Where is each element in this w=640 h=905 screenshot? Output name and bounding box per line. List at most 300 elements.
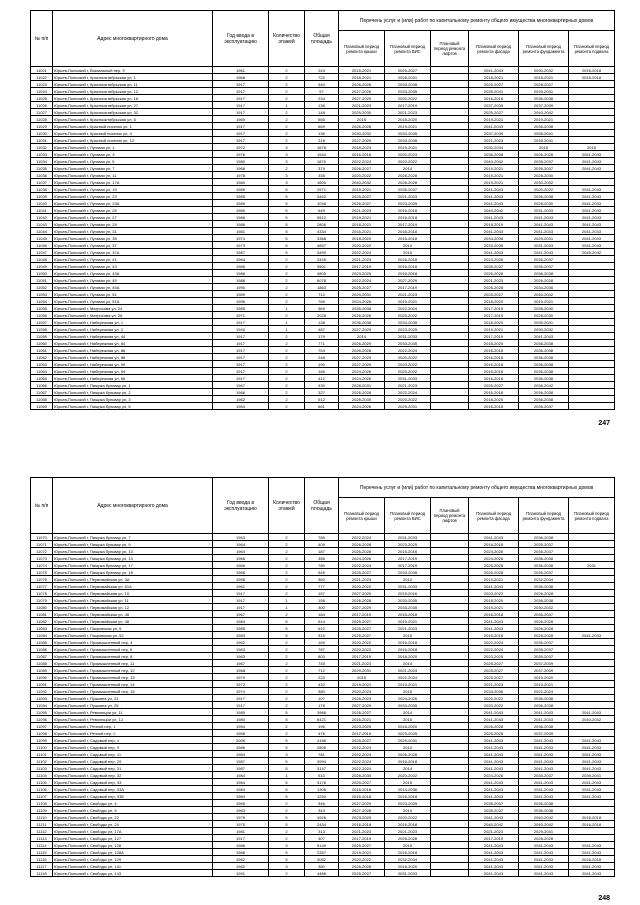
foundation-period-cell: 2036-2038 — [519, 597, 569, 604]
lift-period-cell — [431, 772, 469, 779]
lift-period-cell — [431, 305, 469, 312]
lift-period-cell — [431, 200, 469, 207]
basement-period-cell — [569, 172, 615, 179]
year-built-cell: 1969 — [213, 116, 269, 123]
total-area-cell: 612 — [305, 396, 339, 403]
floors-cell: 2 — [269, 165, 305, 172]
address-cell: Юрьев-Польский г, Пищика бульвар ул, 17 — [53, 562, 213, 569]
total-area-cell: 307 — [305, 835, 339, 842]
row-number-cell: 11026 — [31, 102, 53, 109]
roof-period-cell: 2022-2024 — [339, 751, 385, 758]
vis-period-cell: 2022-2024 — [385, 674, 431, 681]
vis-period-cell: 2021-2023 — [385, 828, 431, 835]
facade-period-cell: 2018-2020 — [469, 340, 519, 347]
year-built-cell: 1987 — [213, 758, 269, 765]
facade-period-cell: 2018-2020 — [469, 319, 519, 326]
col-header-facade: Плановый период ремонта фасада — [469, 31, 519, 67]
table-row — [31, 312, 615, 319]
facade-period-cell: 2035-2037 — [469, 263, 519, 270]
lift-period-cell — [431, 130, 469, 137]
foundation-period-cell: 2028-2030 — [519, 172, 569, 179]
floors-cell: 5 — [269, 632, 305, 639]
basement-period-cell — [569, 639, 615, 646]
address-cell: Юрьев-Польский г, Красный поселок ул, 1 — [53, 123, 213, 130]
floors-cell: 5 — [269, 814, 305, 821]
vis-period-cell: 2016-2018 — [385, 256, 431, 263]
facade-period-cell: 2016-2018 — [469, 541, 519, 548]
total-area-cell: 243 — [305, 67, 339, 74]
vis-period-cell: 2031-2033 — [385, 870, 431, 877]
row-number-cell: 11111 — [31, 821, 53, 828]
row-number-cell: 11092 — [31, 688, 53, 695]
row-number-cell: 11089 — [31, 667, 53, 674]
floors-cell: 2 — [269, 123, 305, 130]
address-cell: Юрьев-Польский г, Пищика бульвар ул, 3 — [53, 396, 213, 403]
basement-period-cell: 2040-2042 — [569, 716, 615, 723]
roof-period-cell: 2022-2024 — [339, 158, 385, 165]
table-row — [31, 235, 615, 242]
address-cell: Юрьев-Польский г, Луговая ул, 45А — [53, 284, 213, 291]
lift-period-cell — [431, 193, 469, 200]
table-row — [31, 842, 615, 849]
address-cell: Юрьев-Польский г, Свободы ул, 127 — [53, 835, 213, 842]
row-number-cell: 11113 — [31, 835, 53, 842]
year-built-cell: 1971 — [213, 312, 269, 319]
vis-period-cell: 2016-2018 — [385, 611, 431, 618]
floors-cell: 2 — [269, 256, 305, 263]
year-built-cell: 1984 — [213, 786, 269, 793]
col-header-address: Адрес многоквартирного дома — [53, 478, 213, 534]
row-number-cell: 11079 — [31, 597, 53, 604]
foundation-period-cell: 2041-2043 — [519, 737, 569, 744]
row-number-cell: 11090 — [31, 674, 53, 681]
lift-period-cell — [431, 800, 469, 807]
row-number-cell: 11081 — [31, 611, 53, 618]
basement-period-cell — [569, 130, 615, 137]
floors-cell: 5 — [269, 793, 305, 800]
floors-cell: 2 — [269, 389, 305, 396]
foundation-period-cell: 2019-2021 — [519, 116, 569, 123]
total-area-cell: 166 — [305, 368, 339, 375]
table-row — [31, 611, 615, 618]
floors-cell: 5 — [269, 849, 305, 856]
vis-period-cell: 2033-2035 — [385, 597, 431, 604]
table-row — [31, 67, 615, 74]
lift-period-cell — [431, 702, 469, 709]
basement-period-cell — [569, 702, 615, 709]
vis-period-cell: 2016-2018 — [385, 758, 431, 765]
vis-period-cell: 2019-2021 — [385, 618, 431, 625]
foundation-period-cell: 2034-2036 — [519, 284, 569, 291]
total-area-cell: 157 — [305, 590, 339, 597]
table-row — [31, 625, 615, 632]
foundation-period-cell: 2036-2038 — [519, 361, 569, 368]
lift-period-cell — [431, 625, 469, 632]
lift-period-cell — [431, 709, 469, 716]
row-number-cell: 11102 — [31, 758, 53, 765]
document-page-248 — [0, 453, 640, 905]
table-row — [31, 870, 615, 877]
floors-cell: 2 — [269, 562, 305, 569]
table-row — [31, 576, 615, 583]
foundation-period-cell: 2036-2038 — [519, 95, 569, 102]
basement-period-cell — [569, 305, 615, 312]
facade-period-cell: 2016-2018 — [469, 368, 519, 375]
total-area-cell: 754 — [305, 347, 339, 354]
address-cell: Юрьев-Польский г, Луговая ул, 35 — [53, 235, 213, 242]
lift-period-cell — [431, 102, 469, 109]
floors-cell: 2 — [269, 807, 305, 814]
lift-period-cell — [431, 618, 469, 625]
foundation-period-cell: 2029-2031 — [519, 828, 569, 835]
lift-period-cell — [431, 828, 469, 835]
foundation-period-cell: 2028-2030 — [519, 200, 569, 207]
year-built-cell: 1980 — [213, 716, 269, 723]
basement-period-cell: 2016-2018 — [569, 814, 615, 821]
address-cell: Юрьев-Польский г, Свободы ул, 4 — [53, 800, 213, 807]
facade-period-cell: 2041-2043 — [469, 737, 519, 744]
floors-cell: 2 — [269, 67, 305, 74]
row-number-cell: 11114 — [31, 842, 53, 849]
foundation-period-cell: 2037-2039 — [519, 102, 569, 109]
address-cell: Юрьев-Польский г, Луговая ул, 43А — [53, 270, 213, 277]
address-cell: Юрьев-Польский г, Луговая ул, 37 — [53, 242, 213, 249]
col-header-area: Общая площадь — [305, 478, 339, 534]
roof-period-cell: 2029-2031 — [339, 291, 385, 298]
vis-period-cell: 2016-2018 — [385, 214, 431, 221]
facade-period-cell: 2025-2027 — [469, 667, 519, 674]
total-area-cell: 313 — [305, 828, 339, 835]
basement-period-cell: 2041-2043 — [569, 193, 615, 200]
address-cell: Юрьев-Польский г, Покровская ул, 5 — [53, 625, 213, 632]
total-area-cell: 343 — [305, 807, 339, 814]
vis-period-cell: 2016-2018 — [385, 793, 431, 800]
floors-cell: 5 — [269, 744, 305, 751]
roof-period-cell: 2020-2022 — [339, 242, 385, 249]
lift-period-cell — [431, 814, 469, 821]
floors-cell: 2 — [269, 333, 305, 340]
floors-cell: 5 — [269, 716, 305, 723]
total-area-cell: 3452 — [305, 193, 339, 200]
lift-period-cell — [431, 396, 469, 403]
basement-period-cell — [569, 95, 615, 102]
address-cell: Юрьев-Польский г, Промышленный пер, 15 — [53, 688, 213, 695]
row-number-cell: 11039 — [31, 193, 53, 200]
total-area-cell: 136 — [305, 102, 339, 109]
col-header-vis: Плановый период ремонта ВИС — [385, 31, 431, 67]
basement-period-cell — [569, 179, 615, 186]
foundation-period-cell: 2037-2039 — [519, 667, 569, 674]
lift-period-cell — [431, 562, 469, 569]
total-area-cell: 4486 — [305, 870, 339, 877]
total-area-cell: 666 — [305, 116, 339, 123]
total-area-cell: 1306 — [305, 786, 339, 793]
row-number-cell: 11048 — [31, 256, 53, 263]
year-built-cell: 1986 — [213, 270, 269, 277]
address-cell: Юрьев-Польский г, Покровская ул, 52 — [53, 632, 213, 639]
total-area-cell: 771 — [305, 340, 339, 347]
vis-period-cell: 2015 — [385, 716, 431, 723]
facade-period-cell: 2021-2023 — [469, 828, 519, 835]
table-row — [31, 319, 615, 326]
vis-period-cell: 2029-2031 — [385, 403, 431, 410]
roof-period-cell: 2016-2021 — [339, 716, 385, 723]
lift-period-cell — [431, 611, 469, 618]
facade-period-cell: 2026-2028 — [469, 270, 519, 277]
roof-period-cell: 2016-2018 — [339, 793, 385, 800]
facade-period-cell: 2026-2028 — [469, 569, 519, 576]
year-built-cell: 1981 — [213, 228, 269, 235]
basement-period-cell: 2039-2041 — [569, 772, 615, 779]
facade-period-cell: 2041-2043 — [469, 214, 519, 221]
total-area-cell: 765 — [305, 298, 339, 305]
row-number-cell: 11067 — [31, 389, 53, 396]
lift-period-cell — [431, 688, 469, 695]
foundation-period-cell: 2041-2043 — [519, 744, 569, 751]
table-row — [31, 389, 615, 396]
floors-cell: 5 — [269, 249, 305, 256]
row-number-cell: 11076 — [31, 576, 53, 583]
address-cell: Юрьев-Польский г, Луговая ул, 19 — [53, 186, 213, 193]
lift-period-cell — [431, 849, 469, 856]
year-built-cell: 1963 — [213, 807, 269, 814]
address-cell: Юрьев-Польский г, Краснооктябрьская ул, 11 — [53, 81, 213, 88]
roof-period-cell: 2021-2023 — [339, 207, 385, 214]
lift-period-cell — [431, 821, 469, 828]
total-area-cell: 612 — [305, 625, 339, 632]
year-built-cell: 1989 — [213, 200, 269, 207]
year-built-cell: 1984 — [213, 772, 269, 779]
total-area-cell: 409 — [305, 541, 339, 548]
row-number-cell: 11100 — [31, 744, 53, 751]
basement-period-cell — [569, 660, 615, 667]
table-body — [31, 67, 615, 410]
year-built-cell: 1917 — [213, 333, 269, 340]
vis-period-cell: 2015 — [385, 632, 431, 639]
total-area-cell: 669 — [305, 123, 339, 130]
foundation-period-cell: 2036-2038 — [519, 583, 569, 590]
vis-period-cell: 2021-2023 — [385, 193, 431, 200]
table-row — [31, 590, 615, 597]
floors-cell: 2 — [269, 646, 305, 653]
address-cell: Юрьев-Польский г, Пищика бульвар ул, 10 — [53, 548, 213, 555]
address-cell: Юрьев-Польский г, Садовый пер, 29 — [53, 758, 213, 765]
lift-period-cell — [431, 604, 469, 611]
vis-period-cell: 2026-2028 — [385, 172, 431, 179]
roof-period-cell: 2025-2027 — [339, 737, 385, 744]
year-built-cell: 1984 — [213, 751, 269, 758]
row-number-cell: 11044 — [31, 228, 53, 235]
lift-period-cell — [431, 375, 469, 382]
facade-period-cell: 2041-2043 — [469, 786, 519, 793]
total-area-cell: 327 — [305, 389, 339, 396]
year-built-cell: 1988 — [213, 849, 269, 856]
row-number-cell: 11068 — [31, 396, 53, 403]
vis-period-cell: 2033-2035 — [385, 702, 431, 709]
vis-period-cell: 2028-2031 — [385, 74, 431, 81]
roof-period-cell: 2017-2019 — [339, 263, 385, 270]
lift-period-cell — [431, 74, 469, 81]
foundation-period-cell: 2030-2032 — [519, 67, 569, 74]
year-built-cell: 1967 — [213, 660, 269, 667]
table-row — [31, 221, 615, 228]
lift-period-cell — [431, 674, 469, 681]
foundation-period-cell: 2041-2043 — [519, 786, 569, 793]
roof-period-cell: 2027-2028 — [339, 807, 385, 814]
roof-period-cell: 2020-2022 — [339, 172, 385, 179]
row-number-cell: 11057 — [31, 319, 53, 326]
foundation-period-cell: 2041-2043 — [519, 856, 569, 863]
table-row — [31, 744, 615, 751]
basement-period-cell — [569, 597, 615, 604]
table-row — [31, 256, 615, 263]
floors-cell: 2 — [269, 667, 305, 674]
year-built-cell: 1917 — [213, 340, 269, 347]
basement-period-cell — [569, 123, 615, 130]
vis-period-cell: 2021-2023 — [385, 667, 431, 674]
foundation-period-cell: 2035-2037 — [519, 403, 569, 410]
floors-cell: 3 — [269, 179, 305, 186]
address-cell: Юрьев-Польский г, Луговая ул, 1 — [53, 144, 213, 151]
table-row — [31, 534, 615, 541]
address-cell: Юрьев-Польский г, Краснооктябрьская ул, 16 — [53, 95, 213, 102]
vis-period-cell: 2021-2023 — [385, 109, 431, 116]
foundation-period-cell: 2019-2020 — [519, 674, 569, 681]
lift-period-cell — [431, 340, 469, 347]
foundation-period-cell: 2035-2037 — [519, 646, 569, 653]
total-area-cell: 234 — [305, 95, 339, 102]
facade-period-cell: 2026-2028 — [469, 284, 519, 291]
table-row — [31, 709, 615, 716]
address-cell: Юрьев-Польский г, Речной пер, 2 — [53, 730, 213, 737]
total-area-cell: 476 — [305, 730, 339, 737]
foundation-period-cell: 2026-2028 — [519, 835, 569, 842]
foundation-period-cell: 2041-2043 — [519, 228, 569, 235]
lift-period-cell — [431, 534, 469, 541]
facade-period-cell: 2037-2039 — [469, 130, 519, 137]
row-number-cell: 11029 — [31, 123, 53, 130]
facade-period-cell: 2041-2043 — [469, 200, 519, 207]
foundation-period-cell: 2041-2043 — [519, 758, 569, 765]
floors-cell: 2 — [269, 674, 305, 681]
vis-period-cell: 2014 — [385, 660, 431, 667]
address-cell: Юрьев-Польский г, Пищика бульвар ул, 7 — [53, 534, 213, 541]
row-number-cell: 11022 — [31, 74, 53, 81]
register-table — [30, 477, 615, 877]
foundation-period-cell: 2036-2038 — [519, 389, 569, 396]
foundation-period-cell: 2036-2038 — [519, 807, 569, 814]
roof-period-cell: 2020-2022 — [339, 639, 385, 646]
vis-period-cell: 2019-2021 — [385, 681, 431, 688]
year-built-cell: 1917 — [213, 702, 269, 709]
year-built-cell: 1917 — [213, 604, 269, 611]
facade-period-cell: 2016-2018 — [469, 354, 519, 361]
lift-period-cell — [431, 172, 469, 179]
row-number-cell: 11032 — [31, 144, 53, 151]
lift-period-cell — [431, 737, 469, 744]
basement-period-cell — [569, 667, 615, 674]
year-built-cell: 1917 — [213, 319, 269, 326]
floors-cell: 2 — [269, 375, 305, 382]
basement-period-cell: 2016-2018 — [569, 856, 615, 863]
total-area-cell: 356 — [305, 555, 339, 562]
year-built-cell: 1963 — [213, 653, 269, 660]
year-built-cell: 1917 — [213, 368, 269, 375]
table-row — [31, 730, 615, 737]
address-cell: Юрьев-Польский г, Свободы ул, 128А — [53, 849, 213, 856]
row-number-cell: 11054 — [31, 298, 53, 305]
lift-period-cell — [431, 786, 469, 793]
floors-cell: 2 — [269, 541, 305, 548]
floors-cell: 2 — [269, 534, 305, 541]
facade-period-cell: 2018-2020 — [469, 396, 519, 403]
foundation-period-cell: 2030-2032 — [519, 326, 569, 333]
roof-period-cell: 2024-2026 — [339, 375, 385, 382]
row-number-cell: 11070 — [31, 534, 53, 541]
lift-period-cell — [431, 214, 469, 221]
foundation-period-cell: 2035-2037 — [519, 541, 569, 548]
year-built-cell: 1982 — [213, 856, 269, 863]
floors-cell: 3 — [269, 172, 305, 179]
vis-period-cell: 2035-2037 — [385, 186, 431, 193]
year-built-cell: 2006 — [213, 737, 269, 744]
table-row — [31, 765, 615, 772]
foundation-period-cell: 2036-2038 — [519, 695, 569, 702]
total-area-cell: 546 — [305, 800, 339, 807]
lift-period-cell — [431, 639, 469, 646]
foundation-period-cell: 2029-2031 — [519, 235, 569, 242]
row-number-cell: 11041 — [31, 207, 53, 214]
basement-period-cell — [569, 361, 615, 368]
total-area-cell: 4334 — [305, 228, 339, 235]
total-area-cell: 5149 — [305, 842, 339, 849]
basement-period-cell — [569, 375, 615, 382]
address-cell: Юрьев-Польский г, Пищика бульвар ул, 18 — [53, 569, 213, 576]
vis-period-cell: 2020-2022 — [385, 312, 431, 319]
year-built-cell: 1983 — [213, 632, 269, 639]
floors-cell: 2 — [269, 368, 305, 375]
table-row — [31, 137, 615, 144]
vis-period-cell: 2027-2029 — [385, 277, 431, 284]
total-area-cell: 158 — [305, 597, 339, 604]
basement-period-cell: 2041-2043 — [569, 200, 615, 207]
row-number-cell: 11058 — [31, 326, 53, 333]
facade-period-cell: 2025-2027 — [469, 81, 519, 88]
vis-period-cell: 2031-2033 — [385, 534, 431, 541]
table-row — [31, 723, 615, 730]
year-built-cell: 1987 — [213, 249, 269, 256]
basement-period-cell: 2041-2043 — [569, 751, 615, 758]
year-built-cell: 1966 — [213, 389, 269, 396]
table-row — [31, 144, 615, 151]
roof-period-cell: 2021-2023 — [339, 256, 385, 263]
table-row — [31, 249, 615, 256]
total-area-cell: 3082 — [305, 856, 339, 863]
vis-period-cell: 2026-2028 — [385, 751, 431, 758]
floors-cell: 5 — [269, 618, 305, 625]
year-built-cell: 1917 — [213, 835, 269, 842]
year-built-cell: 1917 — [213, 597, 269, 604]
total-area-cell: 248 — [305, 354, 339, 361]
address-cell: Юрьев-Польский г, Луговая ул, 17А — [53, 179, 213, 186]
address-cell: Юрьев-Польский г, Революции ул, 12 — [53, 716, 213, 723]
col-header-floors: Количество этажей — [269, 478, 305, 534]
row-number-cell: 11097 — [31, 723, 53, 730]
floors-cell: 2 — [269, 74, 305, 81]
lift-period-cell — [431, 207, 469, 214]
lift-period-cell — [431, 158, 469, 165]
address-cell: Юрьев-Польский г, Пищика бульвар ул, 2 — [53, 389, 213, 396]
